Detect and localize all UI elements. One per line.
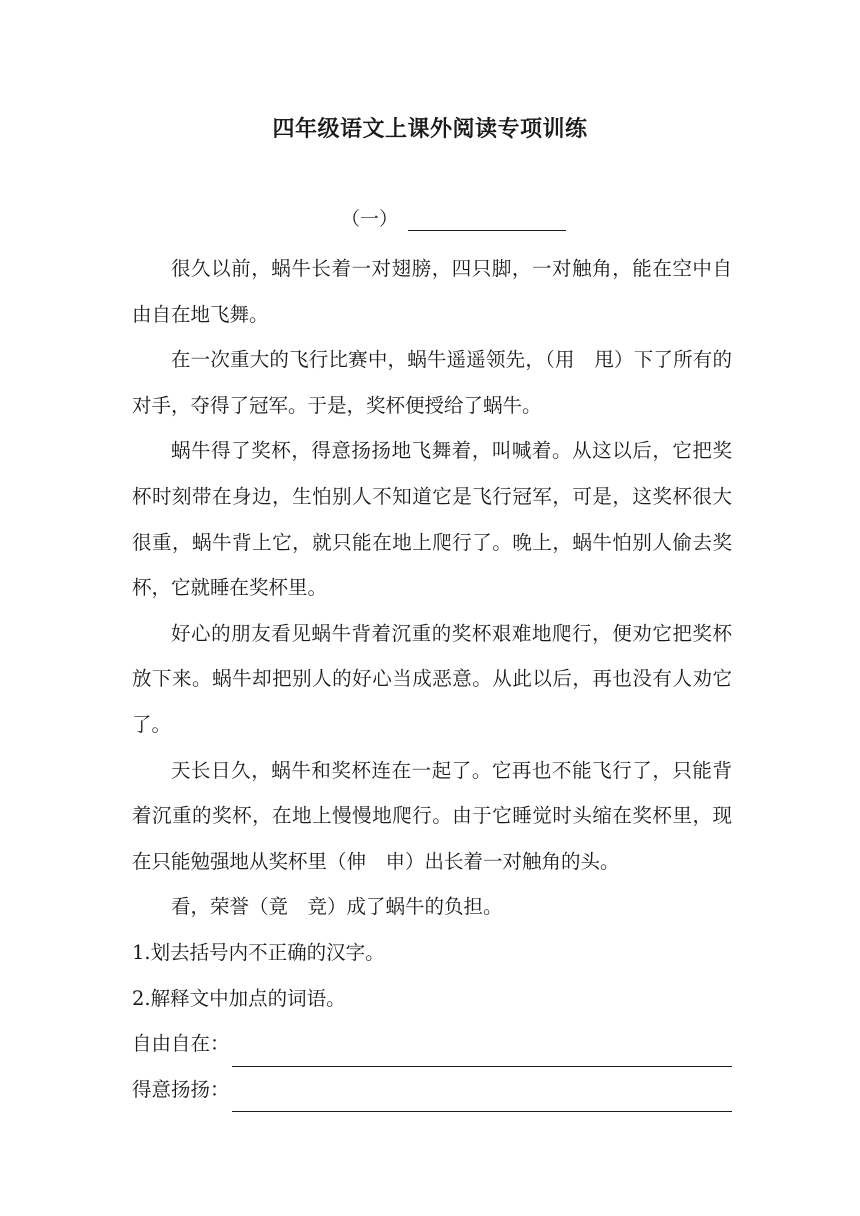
- question-1: 1.划去括号内不正确的汉字。: [132, 940, 385, 964]
- answer-label-2: 得意扬扬：: [132, 1077, 230, 1101]
- passage-paragraph-1: 很久以前，蜗牛长着一对翅膀，四只脚，一对触角，能在空中自由自在地飞舞。: [132, 257, 732, 326]
- passage-paragraph-4: 好心的朋友看见蜗牛背着沉重的奖杯艰难地爬行，便劝它把奖杯放下来。蜗牛却把别人的好心当成恶意。从此以后，再也没有人劝它了。: [132, 621, 732, 736]
- passage-paragraph-2: 在一次重大的飞行比赛中，蜗牛遥遥领先，（用 甩）下了所有的对手，夺得了冠军。于是，奖杯便授给了蜗牛。: [132, 348, 732, 417]
- section-label: （一）: [341, 208, 399, 230]
- answer-blank-1[interactable]: [232, 1038, 732, 1067]
- answer-blank-2[interactable]: [232, 1083, 732, 1112]
- passage-paragraph-3: 蜗牛得了奖杯，得意扬扬地飞舞着，叫喊着。从这以后，它把奖杯时刻带在身边，生怕别人不知道它是飞行冠军，可是，这奖杯很大很重，蜗牛背上它，就只能在地上爬行了。晚上，蜗牛怕别人偷去奖杯，它就睡在奖杯里。: [132, 439, 732, 600]
- page-title: 四年级语文上课外阅读专项训练: [272, 116, 588, 142]
- section-title-blank[interactable]: [408, 208, 566, 231]
- question-2: 2.解释文中加点的词语。: [132, 986, 346, 1010]
- reading-passage: [132, 246, 732, 1112]
- passage-paragraph-5: 天长日久，蜗牛和奖杯连在一起了。它再也不能飞行了，只能背着沉重的奖杯，在地上慢慢地爬行。由于它睡觉时头缩在奖杯里，现在只能勉强地从奖杯里（伸 申）出长着一对触角的头。: [132, 758, 732, 873]
- answer-label-1: 自由自在：: [132, 1032, 230, 1056]
- passage-paragraph-6: 看，荣誉（竟 竞）成了蜗牛的负担。: [171, 895, 503, 919]
- answer-row-1: [132, 1021, 732, 1067]
- answer-row-2: [132, 1067, 732, 1113]
- section-heading: [341, 204, 566, 231]
